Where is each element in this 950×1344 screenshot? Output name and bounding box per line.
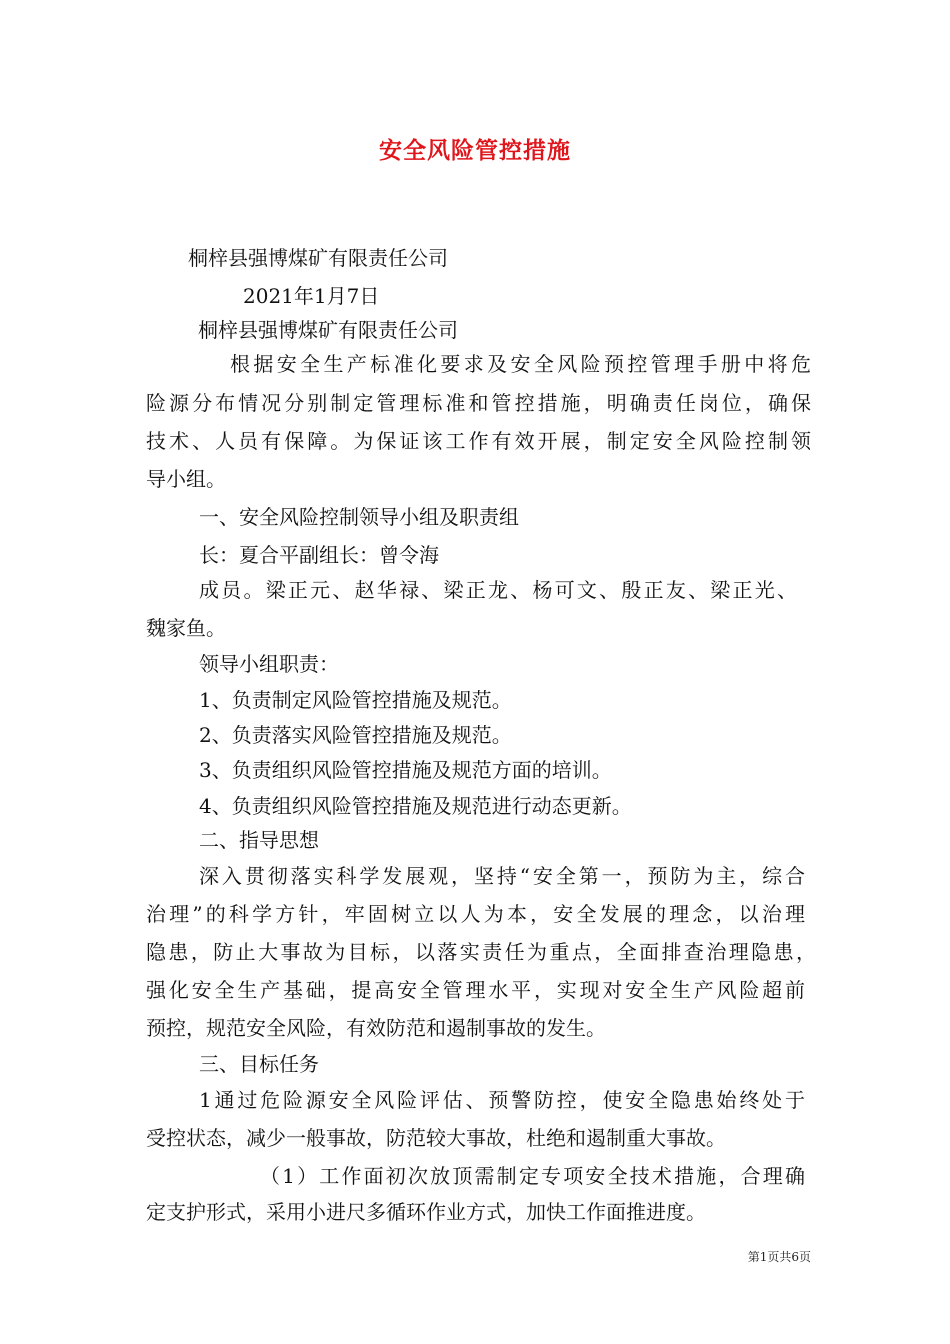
paragraph-line: 预控，规范安全风险，有效防范和遏制事故的发生。 <box>146 1016 606 1040</box>
document-title: 安全风险管控措施 <box>379 137 571 164</box>
section-heading: 二、指导思想 <box>199 828 319 852</box>
paragraph-line: （1）工作面初次放顶需制定专项安全技术措施，合理确 <box>260 1164 805 1188</box>
paragraph-line: 隐患，防止大事故为目标，以落实责任为重点，全面排查治理隐患， <box>146 940 816 964</box>
paragraph-line: 深入贯彻落实科学发展观，坚持“安全第一，预防为主，综合 <box>199 864 805 888</box>
paragraph-line: 1通过危险源安全风险评估、预警防控，使安全隐患始终处于 <box>199 1088 805 1112</box>
members-line: 成员。梁正元、赵华禄、梁正龙、杨可文、殷正友、梁正光、 <box>199 578 797 602</box>
company-name-line-2: 桐梓县强博煤矿有限责任公司 <box>198 318 458 342</box>
paragraph-line: 强化安全生产基础，提高安全管理水平，实现对安全生产风险超前 <box>146 978 805 1002</box>
leader-line: 长：夏合平副组长：曾令海 <box>199 543 439 567</box>
section-heading: 一、安全风险控制领导小组及职责组 <box>199 505 519 529</box>
paragraph-line: 定支护形式，采用小进尺多循环作业方式，加快工作面推进度。 <box>146 1200 706 1224</box>
section-heading: 三、目标任务 <box>199 1052 319 1076</box>
paragraph-line: 根据安全生产标准化要求及安全风险预控管理手册中将危 <box>230 352 811 376</box>
paragraph-line: 险源分布情况分别制定管理标准和管控措施，明确责任岗位，确保 <box>146 391 811 415</box>
paragraph-line: 导小组。 <box>146 467 226 491</box>
paragraph-line: 技术、人员有保障。为保证该工作有效开展，制定安全风险控制领 <box>146 429 811 453</box>
company-name-line: 桐梓县强博煤矿有限责任公司 <box>188 246 448 270</box>
duty-item: 4、负责组织风险管控措施及规范进行动态更新。 <box>199 794 632 818</box>
duties-heading: 领导小组职责： <box>199 652 339 676</box>
members-line: 魏家鱼。 <box>146 616 226 640</box>
paragraph-line: 治理”的科学方针，牢固树立以人为本，安全发展的理念，以治理 <box>146 902 805 926</box>
duty-item: 1、负责制定风险管控措施及规范。 <box>199 688 512 712</box>
duty-item: 2、负责落实风险管控措施及规范。 <box>199 723 512 747</box>
date-line: 2021年1月7日 <box>243 284 380 308</box>
page-number: 第1页共6页 <box>747 1250 811 1264</box>
paragraph-line: 受控状态，减少一般事故，防范较大事故，杜绝和遏制重大事故。 <box>146 1126 726 1150</box>
duty-item: 3、负责组织风险管控措施及规范方面的培训。 <box>199 758 612 782</box>
